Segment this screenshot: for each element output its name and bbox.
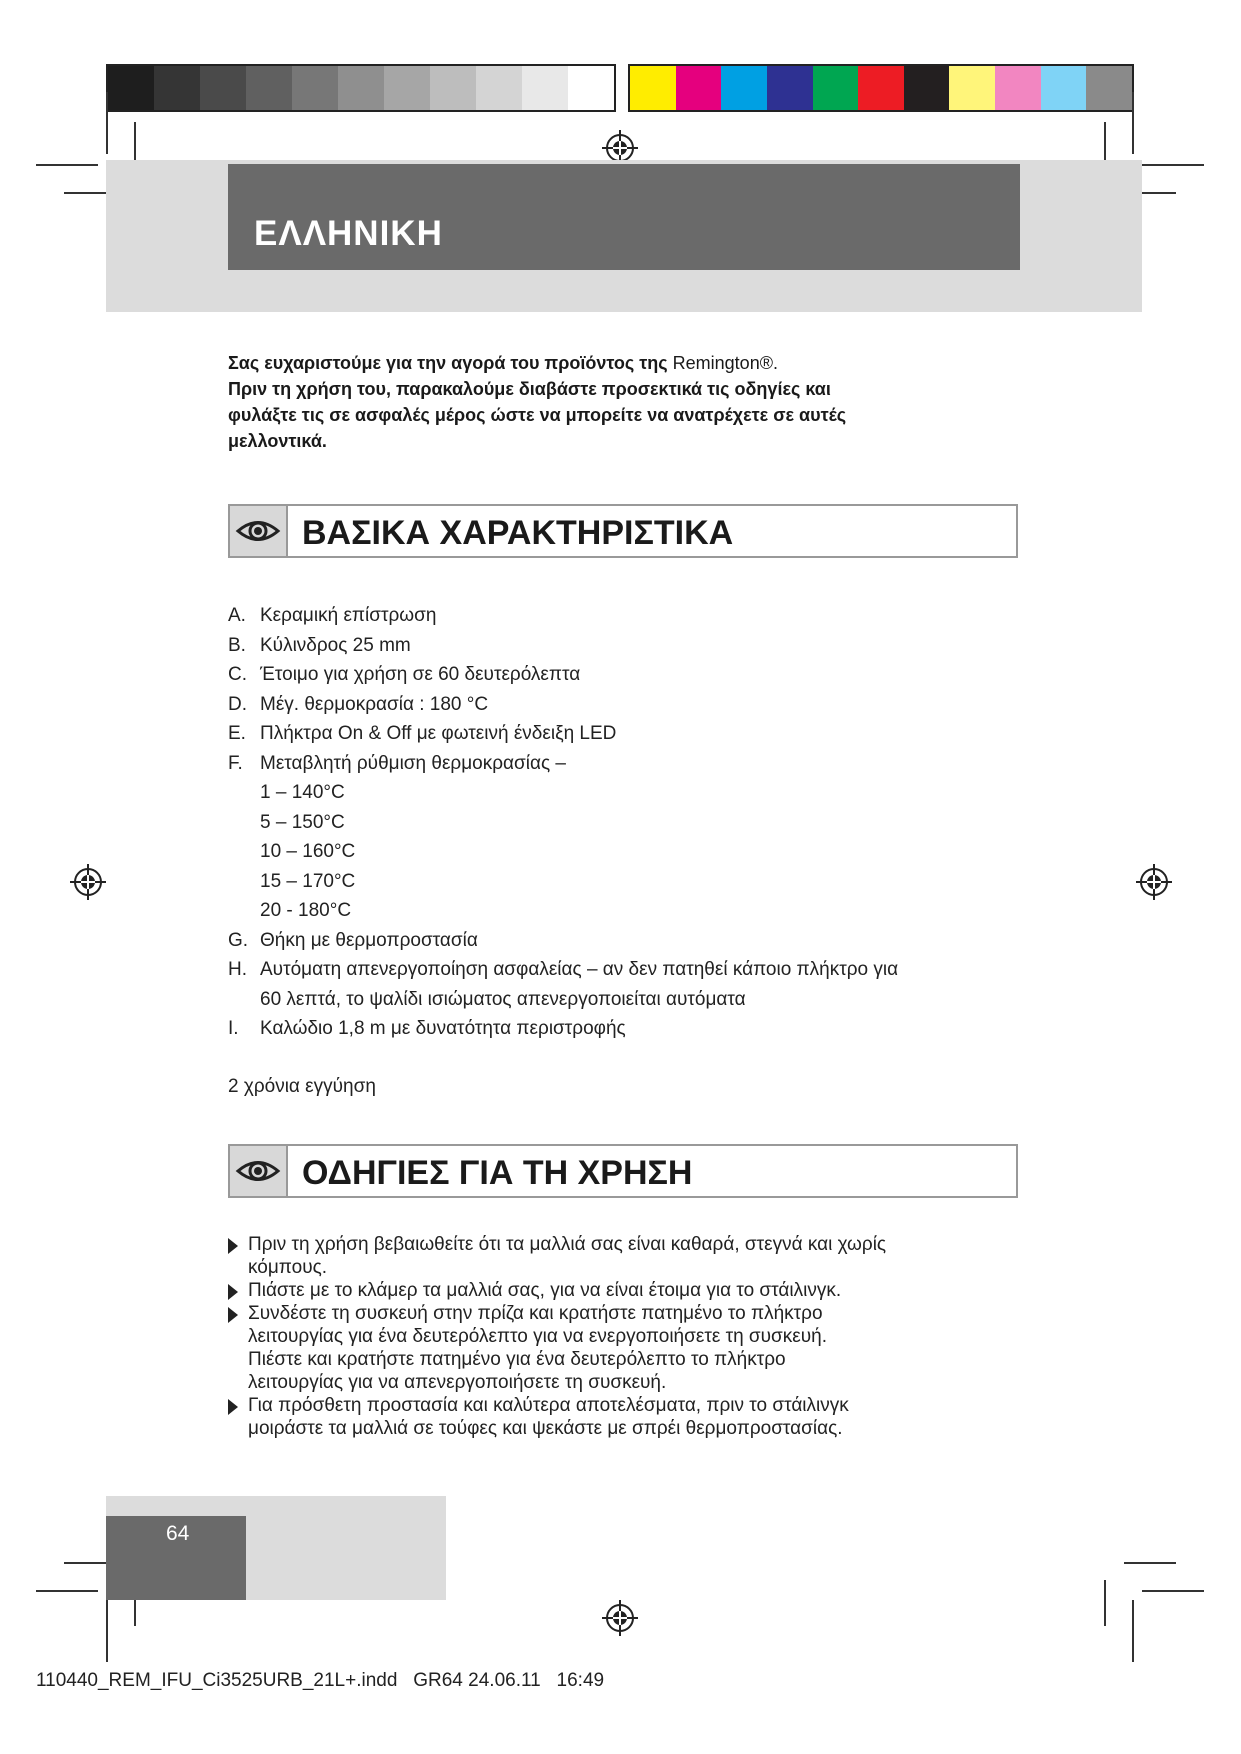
bullet-text: Πριν τη χρήση βεβαιωθείτε ότι τα μαλλιά σας είναι καθαρά, στεγνά και χωρίς [248,1234,887,1255]
color-swatch [721,66,767,110]
item-letter: B. [228,634,246,656]
item-text: Καλώδιο 1,8 m με δυνατότητα περιστροφής [260,1018,626,1039]
bullet-arrow-icon [228,1238,238,1254]
crop-mark [1142,1590,1204,1592]
list-item [228,749,898,779]
eye-icon [230,506,288,556]
item-text: Έτοιμο για χρήση σε 60 δευτερόλεπτα [260,664,581,685]
color-swatch [292,66,338,110]
brand-name: Remington®. [672,353,778,373]
color-swatch [568,66,614,110]
usage-list [228,1233,1008,1440]
color-swatch [995,66,1041,110]
color-swatch [630,66,676,110]
list-item [228,660,898,690]
bullet-arrow-icon [228,1399,238,1415]
warranty-text: 2 χρόνια εγγύηση [228,1076,376,1097]
item-letter: E. [228,723,246,744]
bullet-text: Συνδέστε τη συσκευή στην πρίζα και κρατήστε πατημένο το πλήκτρο [248,1303,823,1324]
list-item [228,926,898,956]
registration-mark-icon [1134,862,1174,902]
item-letter: C. [228,664,247,685]
crop-mark [106,1600,108,1662]
color-swatch [522,66,568,110]
item-letter: D. [228,693,247,715]
color-swatch [476,66,522,110]
item-letter: H. [228,959,247,980]
temp-setting: 20 - 180°C [260,900,352,921]
usage-title: ΟΔΗΓΙΕΣ ΓΙΑ ΤΗ ΧΡΗΣΗ [302,1154,693,1192]
color-swatch [1041,66,1087,110]
registration-mark-icon [68,862,108,902]
bullet-item [228,1279,1008,1302]
list-item [228,690,898,720]
item-text: Θήκη με θερμοπροστασία [260,929,478,951]
bullet-text: Πιέστε και κρατήστε πατημένο για ένα δευτερόλεπτο το πλήκτρο [248,1349,786,1370]
item-letter: G. [228,929,249,951]
features-title: ΒΑΣΙΚΑ ΧΑΡΑΚΤΗΡΙΣΤΙΚΑ [302,514,734,552]
temp-setting: 1 – 140°C [260,782,345,803]
intro-text [228,350,988,454]
intro-line4: μελλοντικά. [228,431,327,451]
color-swatch [767,66,813,110]
bullet-arrow-icon [228,1307,238,1323]
intro-line1: Σας ευχαριστούμε για την αγορά του προϊόντος της [228,353,668,373]
crop-mark [1104,1580,1106,1626]
crop-mark [1142,164,1204,166]
color-swatch [154,66,200,110]
temp-setting: 10 – 160°C [260,841,356,862]
crop-mark [1132,1600,1134,1662]
process-color-bar [628,64,1134,112]
page-number: 64 [166,1522,190,1545]
color-swatch [430,66,476,110]
color-swatch [200,66,246,110]
intro-line3: φυλάξτε τις σε ασφαλές μέρος ώστε να μπορείτε να ανατρέχετε σε αυτές [228,405,847,425]
bullet-arrow-icon [228,1284,238,1300]
item-letter: A. [228,605,246,626]
bullet-item [228,1394,1008,1440]
item-text: Μεταβλητή ρύθμιση θερμοκρασίας – [260,752,566,774]
color-swatch [813,66,859,110]
intro-line2: Πριν τη χρήση του, παρακαλούμε διαβάστε προσεκτικά τις οδηγίες και [228,379,831,399]
item-letter: I. [228,1018,239,1039]
item-text: Κύλινδρος 25 mm [260,634,411,656]
temp-setting: 5 – 150°C [260,811,345,833]
color-swatch [384,66,430,110]
bullet-item [228,1233,1008,1279]
color-swatch [246,66,292,110]
temp-setting: 15 – 170°C [260,870,356,892]
list-item [228,601,898,631]
color-swatch [858,66,904,110]
bullet-text: κόμπους. [248,1257,328,1278]
item-text: Αυτόματη απενεργοποίηση ασφαλείας – αν δεν πατηθεί κάποιο πλήκτρο για [260,959,899,980]
page-title: ΕΛΛΗΝΙΚΗ [254,214,443,253]
crop-mark [36,1590,98,1592]
bullet-text: Για πρόσθετη προστασία και καλύτερα αποτελέσματα, πριν το στάιλινγκ [248,1395,849,1416]
usage-section-header [228,1144,1018,1198]
color-swatch [949,66,995,110]
bullet-item [228,1302,1008,1394]
bullet-text: Πιάστε με το κλάμερ τα μαλλιά σας, για να είναι έτοιμα για το στάιλινγκ. [248,1280,842,1301]
print-slug: 110440_REM_IFU_Ci3525URB_21L+.indd GR64 24.06.11 16:49 [36,1670,605,1691]
crop-mark [1124,1562,1176,1564]
list-item [228,631,898,661]
color-swatch [338,66,384,110]
features-section-header [228,504,1018,558]
item-letter: F. [228,752,243,774]
color-swatch [904,66,950,110]
gray-color-bar [106,64,616,112]
item-text: Κεραμική επίστρωση [260,605,437,626]
color-swatch [108,66,154,110]
features-list [228,601,898,1044]
crop-mark [1132,92,1134,154]
bullet-text: μοιράστε τα μαλλιά σε τούφες και ψεκάστε με σπρέι θερμοπροστασίας. [248,1418,843,1439]
item-text-continued: 60 λεπτά, το ψαλίδι ισιώματος απενεργοποιείται αυτόματα [260,988,746,1010]
list-item [228,719,898,749]
eye-icon [230,1146,288,1196]
bullet-text: λειτουργίας για ένα δευτερόλεπτο για να ενεργοποιήσετε τη συσκευή. [248,1326,827,1347]
item-text: Πλήκτρα On & Off με φωτεινή ένδειξη LED [260,723,617,744]
crop-mark [36,164,98,166]
color-swatch [1086,66,1132,110]
registration-mark-icon [600,1598,640,1638]
list-item [228,1014,898,1044]
list-item [228,955,898,985]
item-text: Μέγ. θερμοκρασία : 180 °C [260,693,489,715]
crop-mark [106,92,108,154]
color-swatch [676,66,722,110]
bullet-text: λειτουργίας για να απενεργοποιήσετε τη συσκευή. [248,1372,667,1393]
